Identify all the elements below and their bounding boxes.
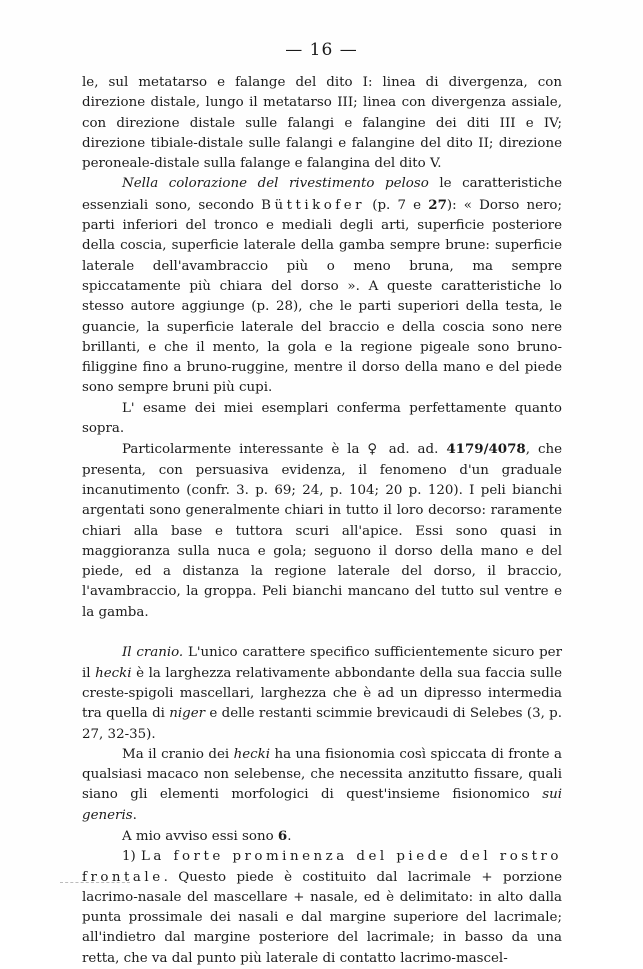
text-segment: ): « Dorso nero; parti inferiori del tronco e mediali degli arti, superficie posteriore della coscia, superficie laterale della gamba sempre brune: superficie laterale dell'avambraccio più o meno bruna, ma sempre spiccatamente più chiara del dorso ». A queste caratteristiche lo stesso autore aggiunge (p. 28), che le parti superiori della testa, le guancie, la superficie laterale del braccio e della coscia sono nere brillanti, e che il mento, la gola e la regione pigeale sono bruno-filiggine fino a bruno-ruggine, mentre il dorso della mano e del piede sono sempre bruni più cupi. xyxy=(82,197,562,396)
text-segment: Particolarmente interessante è la ♀ ad. ad. xyxy=(122,442,447,458)
paragraph-confirmation: L' esame dei miei esemplari conferma perfettamente quanto sopra. xyxy=(82,400,562,437)
text-segment: , che presenta, con persuasiva evidenza, il fenomeno d'un graduale incanutimento (confr. 3. p. 69; 24, p. 104; 20 p. 120). I peli bianchi argentati sono generalmente chiari in tutto il loro decorso: raramente chiari alla base e tuttora scuri all'apice. Essi sono quasi in maggioranza sulla nuca e gola; seguono il dorso della mano e del piede, ed a distanza la regione laterale del dorso, il braccio, l'avambraccio, la groppa. Peli bianchi mancano del tutto sul ventre e la gamba. xyxy=(82,442,562,620)
body-text xyxy=(82,73,562,969)
scan-artifact-rule xyxy=(60,882,130,883)
paragraph-specimen xyxy=(82,439,562,623)
italic-sui-generis: sui generis xyxy=(82,787,562,823)
text-segment: ha una fisionomia così spiccata di fronte a qualsiasi macaco non selebense, che necessita anzitutto fissare, quali siano gli elementi morfologici di quest'insieme fisionomico xyxy=(82,746,562,803)
bold-specimen-number: 4179/4078 xyxy=(446,441,526,458)
italic-lead-coloration: Nella colorazione del rivestimento peloso xyxy=(122,176,429,192)
paragraph-continuation: le, sul metatarso e falange del dito I: linea di divergenza, con direzione distale, lungo il metatarso III; linea con divergenza assiale, con direzione distale sulle falangi e falangine dei diti III e IV; direzione tibiale-distale sulle falangi e falangine del dito II; direzione peroneale-distale sulla falange e falangina del dito V. xyxy=(82,75,562,172)
spaced-title: La forte prominenza del piede del rostro frontale xyxy=(82,849,562,885)
text-segment: è la larghezza relativamente abbondante della sua faccia sulle creste-spigoli mascellari, larghezza che è ad un dipresso intermedia tra quella di xyxy=(82,665,562,722)
page-number: — 16 — xyxy=(285,40,358,60)
text-segment: . Questo piede è costituito dal lacrimale + porzione lacrimo-nasale del mascellare + nasale, ed è delimitato: in alto dalla punta prossimale dei nasali e dal margine superiore del lacrimale; all'indietro dal margine posteriore del lacrimale; in basso da una retta, che va dal punto più laterale di contatto lacrimo-mascel- xyxy=(82,869,562,966)
paragraph-count xyxy=(82,826,562,847)
text-segment: . xyxy=(132,807,137,823)
paragraph-coloration xyxy=(82,174,562,398)
italic-species-hecki: hecki xyxy=(233,746,271,762)
text-segment: (p. 7 e xyxy=(365,197,429,213)
text-segment: A mio avviso essi sono xyxy=(122,828,278,844)
italic-species-niger: niger xyxy=(169,706,206,722)
paragraph-cranium xyxy=(82,643,562,744)
text-segment: . xyxy=(287,828,292,844)
italic-lead-cranium: Il cranio. xyxy=(122,645,184,661)
italic-species-hecki: hecki xyxy=(95,665,132,681)
author-name-spaced: Büttikofer xyxy=(261,197,366,213)
bold-count: 6 xyxy=(277,827,288,844)
paragraph-physiognomy xyxy=(82,745,562,826)
text-segment: le caratteristiche essenziali sono, secondo xyxy=(82,176,563,213)
paragraph-point-1 xyxy=(82,847,562,969)
list-marker: 1) xyxy=(122,849,141,865)
bold-reference: 27 xyxy=(428,196,447,213)
text-segment: L'unico carattere specifico sufficientemente sicuro per il xyxy=(82,645,562,681)
text-segment: Ma il cranio dei xyxy=(122,746,234,762)
text-segment: e delle restanti scimmie brevicaudi di Selebes (3, p. 27, 32-35). xyxy=(82,706,563,742)
